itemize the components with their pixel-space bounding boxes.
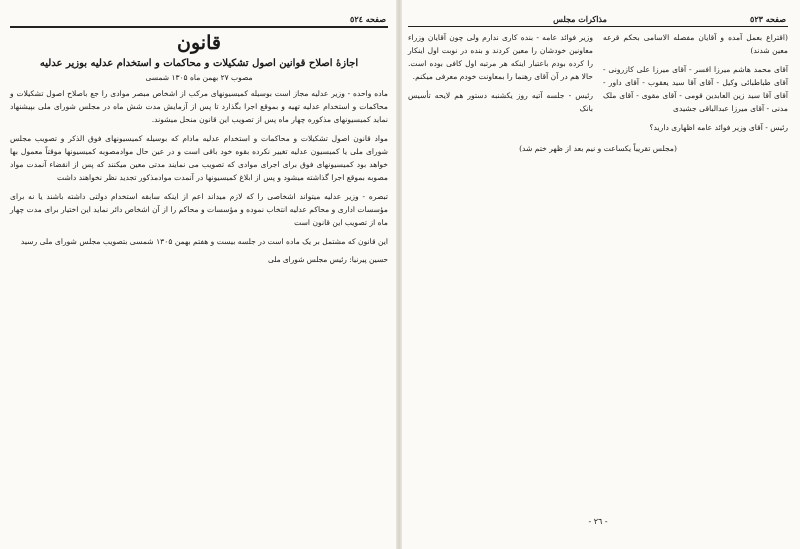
left-page-number: صفحه ٥٢٤ <box>350 14 386 24</box>
header-rule <box>408 26 788 27</box>
closing-note: (مجلس تقریباً یکساعت و نیم بعد از ظهر ختم شد) <box>519 144 677 153</box>
page-gutter <box>396 0 402 549</box>
law-paragraph: تبصره - وزیر عدلیه میتواند اشخاصی را که لازم میداند اعم از اینکه سابقه استخدام دولتی داشته باشند یا نه برای مؤسسات اداری و محاکم عدلیه انتخاب نموده و مؤسسات و محاکم را از آن اشخاص دائر نماید این اختیار برای مدت چهار ماه از تصویب این قانون است <box>10 192 388 227</box>
page-footer: - ٢٦ - <box>588 517 608 526</box>
law-paragraph: این قانون که مشتمل بر یک ماده است در جلسه بیست و هفتم بهمن ۱۳۰۵ شمسی بتصویب مجلس شورای ملی رسید <box>20 237 388 246</box>
two-column-body <box>408 31 788 140</box>
signature: حسین پیرنیا: رئیس مجلس شورای ملی <box>267 255 388 264</box>
right-page-header <box>408 14 788 26</box>
column-paragraph: آقای محمد هاشم میرزا افسر - آقای میرزا علی کازرونی - آقای طباطبائی وکیل - آقای آقا سید یعقوب - آقای داور - آقای آقا سید زین العابدین قومی - آقای مقوی - آقای ملک مدنی - آقای میرزا عبدالباقی جشیدی <box>603 65 788 113</box>
column-paragraph: (اقتراع بعمل آمده و آقایان مفصله الاسامی بحکم قرعه معین شدند) <box>603 33 788 55</box>
column-right <box>603 31 788 140</box>
right-page <box>408 14 788 536</box>
column-paragraph: رئیس - آقای وزیر فوائد عامه اظهاری دارید؟ <box>649 123 788 132</box>
approval-date: مصوب ۲۷ بهمن ماه ۱۳۰۵ شمسی <box>145 73 253 82</box>
header-rule <box>10 26 388 28</box>
law-title: قانون <box>177 32 221 54</box>
left-page-header <box>10 14 388 26</box>
column-left <box>408 31 593 140</box>
right-page-number: صفحه ٥٢٣ <box>750 14 786 24</box>
column-paragraph: رئیس - جلسه آتیه روز یکشنبه دستور هم لایحه تأسیس بانک <box>408 91 593 113</box>
law-paragraph: مواد قانون اصول تشکیلات و محاکمات و استخدام عدلیه مادام که بوسیله کمیسیونهای فوق الذکر و تصویب مجلس شورای ملی یا کمیسیون عدلیه تغییر نکرده بقوه خود باقی است و در عین حال موادمصوبه کمیسیونها موقتاً معمول بها خواهد بود کمیسیونهای فوق برای اجرای موادی که تصویب می نمایند مدتی معین میکنند که پس از انقضاء آنمدت مواد مصوبه بموقع اجرا گذاشته میشود و پس از ابلاغ کمیسیونها در آنمدت موادمذکور تجدید نظر نخواهند داشت <box>10 134 388 182</box>
running-title: مذاکرات مجلس <box>553 14 607 24</box>
column-paragraph: وزیر فوائد عامه - بنده کاری ندارم ولی چون آقایان وزراء معاونین خودشان را معین کردند و بنده در نوبت اول اینکار را کرده بودم باعتبار اینکه هر مرتبه اول کافی بوده است. حالا هم در آن آقای رهنما را بمعاونت خودم معرفی میکنم. <box>408 33 593 81</box>
law-subtitle: اجازهٔ اصلاح قوانین اصول تشکیلات و محاکمات و استخدام عدلیه بوزیر عدلیه <box>39 58 359 69</box>
law-paragraph: ماده واحده - وزیر عدلیه مجاز است بوسیله کمیسیونهای مرکب از اشخاص مبصر موادی را جع باصلاح اصول تشکیلات و محاکمات و استخدام عدلیه تهیه و بموقع اجرا بگذارد تا پس از آزمایش مدت شش ماه در مجلس شورای ملی بپیشنهاد نماید کمیسیونهای مذکوره چهار ماه پس از تصویب این قانون منحل میشوند. <box>10 89 388 124</box>
left-page <box>10 14 388 536</box>
